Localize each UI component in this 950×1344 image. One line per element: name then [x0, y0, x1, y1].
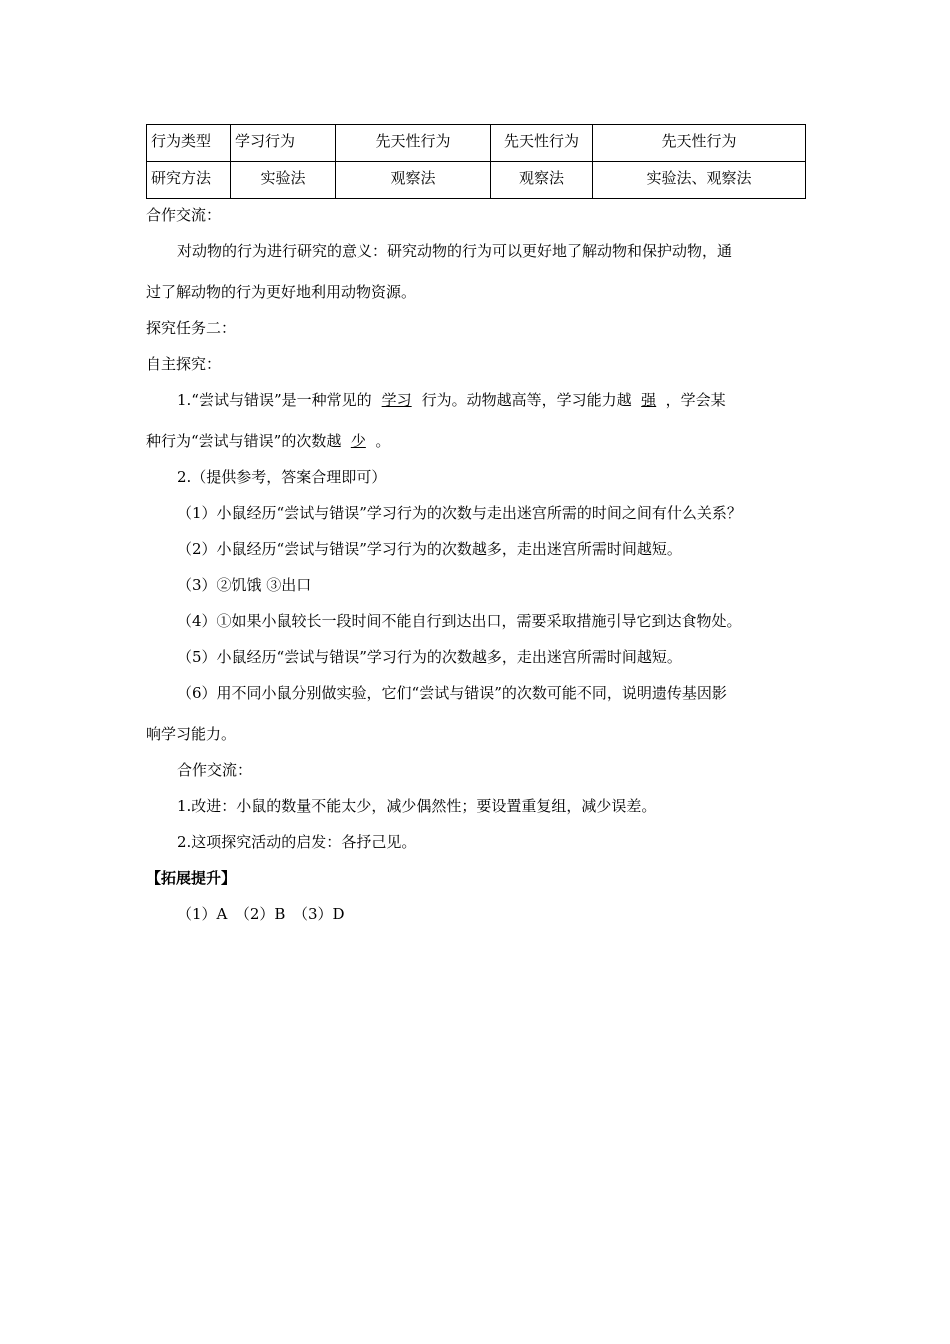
question-text: 行为。动物越高等，学习能力越 — [421, 391, 632, 409]
list-item: （3）②饥饿 ③出口 — [177, 576, 312, 594]
question-2-intro: 2.（提供参考，答案合理即可） — [177, 468, 387, 486]
answers-line: （1）A （2）B （3）D — [177, 905, 345, 923]
list-item: （4）①如果小鼠较长一段时间不能自行到达出口，需要采取措施引导它到达食物处。 — [177, 612, 742, 630]
cell-text: 学习行为 — [235, 132, 296, 150]
list-item: （2）小鼠经历“尝试与错误”学习行为的次数越多，走出迷宫所需时间越短。 — [177, 540, 682, 558]
list-item: （6）用不同小鼠分别做实验，它们“尝试与错误”的次数可能不同，说明遗传基因影 — [177, 684, 727, 702]
question-1-line-2 — [146, 431, 390, 451]
table-cell: 先天性行为 — [593, 125, 806, 162]
behavior-table — [146, 124, 806, 199]
table-cell — [231, 125, 336, 162]
list-item: （5）小鼠经历“尝试与错误”学习行为的次数越多，走出迷宫所需时间越短。 — [177, 648, 682, 666]
table-cell: 先天性行为 — [491, 125, 593, 162]
list-item: 1.改进：小鼠的数量不能太少，减少偶然性；要设置重复组，减少误差。 — [177, 797, 657, 815]
table-cell: 先天性行为 — [336, 125, 491, 162]
list-item-continuation: 响学习能力。 — [146, 725, 237, 743]
sub-heading: 自主探究： — [146, 355, 222, 373]
list-item: 2.这项探究活动的启发：各抒己见。 — [177, 833, 417, 851]
section-heading: 探究任务二： — [146, 319, 237, 337]
paragraph-line: 对动物的行为进行研究的意义：研究动物的行为可以更好地了解动物和保护动物，通 — [177, 242, 733, 260]
table-row — [147, 162, 806, 199]
table-cell: 实验法 — [231, 162, 336, 199]
paragraph-line: 过了解动物的行为更好地利用动物资源。 — [146, 283, 417, 301]
answer-blank: 强 — [641, 391, 657, 409]
section-heading: 合作交流： — [177, 761, 253, 779]
list-item: （1）小鼠经历“尝试与错误”学习行为的次数与走出迷宫所需的时间之间有什么关系？ — [177, 504, 742, 522]
answer-blank: 少 — [350, 432, 366, 450]
table-cell: 研究方法 — [147, 162, 231, 199]
table-cell: 行为类型 — [147, 125, 231, 162]
answer-blank: 学习 — [381, 391, 412, 409]
question-1-line-1 — [177, 390, 726, 410]
question-text: 种行为“尝试与错误”的次数越 — [146, 432, 342, 450]
table-cell: 观察法 — [491, 162, 593, 199]
table-cell: 实验法、观察法 — [593, 162, 806, 199]
section-heading: 合作交流： — [146, 206, 222, 224]
table-row — [147, 125, 806, 162]
section-heading: 【拓展提升】 — [146, 869, 237, 887]
table-cell: 观察法 — [336, 162, 491, 199]
question-text: 。 — [375, 432, 391, 450]
question-text: 1.“尝试与错误”是一种常见的 — [177, 391, 372, 409]
question-text: ，学会某 — [665, 391, 726, 409]
